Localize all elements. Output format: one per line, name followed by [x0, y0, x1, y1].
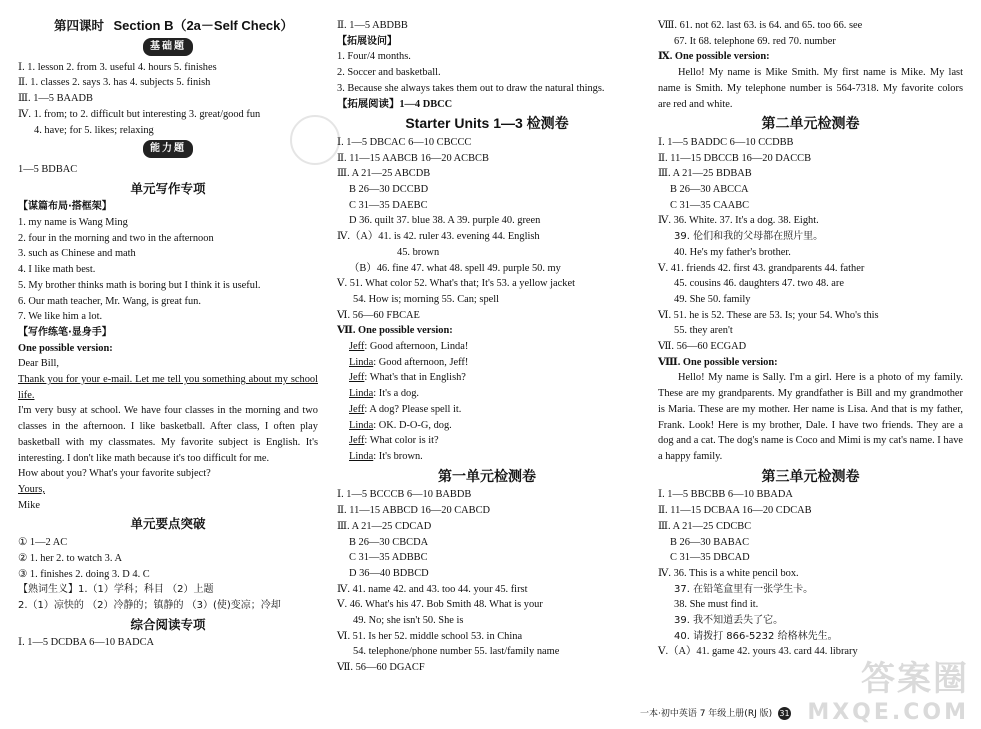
ribbon-ability-label: 能力题	[143, 140, 193, 158]
answer-line: Ⅳ. 36. This is a white pencil box.	[658, 567, 799, 579]
answer-line: 2. four in the morning and two in the afternoon	[18, 232, 214, 244]
answer-line: Ⅰ. 1—5 DCDBA 6—10 BADCA	[18, 637, 155, 649]
dialogue-text: What's that in English?	[369, 372, 466, 384]
dialogue-line: Jeff: What color is it?	[349, 435, 439, 447]
answer-line: Ⅶ. One possible version:	[337, 325, 453, 337]
answer-line: 【拓展阅读】1—4 DBCC	[337, 98, 453, 110]
letter-signature: Mike	[18, 499, 40, 511]
answer-line: Ⅳ. 36. White. 37. It's a dog. 38. Eight.	[658, 215, 819, 227]
answer-line: Ⅵ. 56—60 FBCAE	[337, 309, 420, 321]
answer-line: 2.（1）凉快的 （2）冷静的；镇静的 （3）(使)变凉；冷却	[18, 599, 281, 611]
footer-text: 一本·初中英语 7 年级上册(RJ 版)	[640, 709, 773, 719]
answer-line: Ⅴ.（A）41. game 42. yours 43. card 44. library	[658, 646, 858, 658]
section-title-reading: 综合阅读专项	[130, 617, 206, 632]
dialogue-speaker: Jeff	[349, 435, 365, 447]
answer-line: 3. such as Chinese and math	[18, 248, 136, 260]
lesson-title	[18, 18, 318, 36]
dialogue-line: Jeff: What's that in English?	[349, 372, 466, 384]
answer-line: C 31—35 CAABC	[670, 199, 750, 211]
answer-line: ① 1—2 AC	[18, 537, 68, 549]
answer-line: Ⅰ. 1. lesson 2. from 3. useful 4. hours 5. finishes	[18, 61, 217, 73]
subsection-label: 【写作练笔·显身手】	[18, 326, 112, 338]
section-title-starter: Starter Units 1—3 检测卷	[405, 115, 569, 132]
answer-line: Ⅱ. 1. classes 2. says 3. has 4. subjects 5. finish	[18, 77, 211, 89]
answer-line: 54. How is; morning 55. Can; spell	[353, 293, 500, 305]
dialogue-speaker: Linda	[349, 356, 374, 368]
dialogue-text: Good afternoon, Linda!	[369, 341, 469, 353]
letter-paragraph: I'm very busy at school. We have four classes in the morning and two classes in the afternoon. I like basketball. After class, I often play basketball with my classmates. My favorite subject is English. It's interesting. I don't like math because it's too difficult for me.	[18, 405, 318, 464]
essay-paragraph: Hello! My name is Sally. I'm a girl. Here is a photo of my family. These are my grandparents. My grandfather is Bill and my grandmother is Maria. These are my mother. Her name is Lisa. And that is my father, Frank. Look! Here is my brother, Dale. I have two friends. They are a dog and a cat. The dog's name is Coco and Mimi is my cat's name. I have a happy family.	[658, 372, 963, 462]
dialogue-speaker: Linda	[349, 419, 374, 431]
dialogue-speaker: Jeff	[349, 372, 365, 384]
answer-line: Ⅰ. 1—5 BCCCB 6—10 BABDB	[337, 489, 472, 501]
column-left	[18, 18, 318, 651]
answer-line: 45. cousins 46. daughters 47. two 48. are	[674, 278, 844, 290]
answer-line: C 31—35 DAEBC	[349, 199, 428, 211]
section-title-unit2: 第二单元检测卷	[761, 115, 860, 132]
answer-line: 5. My brother thinks math is boring but I think it is useful.	[18, 279, 261, 291]
dialogue-line: Linda: OK. D-O-G, dog.	[349, 419, 452, 431]
answer-line: 2. Soccer and basketball.	[337, 67, 441, 79]
stamp-mark	[290, 115, 340, 165]
dialogue-text: OK. D-O-G, dog.	[378, 419, 452, 431]
answer-line: 1—5 BDBAC	[18, 163, 78, 175]
answer-line: Ⅲ. A 21—25 CDCAD	[337, 520, 432, 532]
dialogue-text: It's brown.	[378, 450, 423, 462]
dialogue-speaker: Linda	[349, 450, 374, 462]
answer-line: ② 1. her 2. to watch 3. A	[18, 552, 122, 564]
answer-line: D 36—40 BDBCD	[349, 567, 429, 579]
answer-line: 6. Our math teacher, Mr. Wang, is great fun.	[18, 295, 201, 307]
answer-line: 54. telephone/phone number 55. last/family name	[353, 646, 560, 658]
answer-line: Ⅸ. One possible version:	[658, 51, 770, 63]
ribbon-basic-label: 基础题	[143, 38, 193, 56]
answer-line: （B）46. fine 47. what 48. spell 49. purple 50. my	[349, 262, 561, 274]
answer-line: 55. they aren't	[674, 325, 733, 337]
answer-line: Ⅴ. 46. What's his 47. Bob Smith 48. What is your	[337, 599, 543, 611]
lesson-title-right: Section B（2a－Self Check）	[113, 18, 294, 33]
dialogue-speaker: Linda	[349, 388, 374, 400]
answer-line: Ⅵ. 51. Is her 52. middle school 53. in China	[337, 630, 523, 642]
answer-line: Ⅰ. 1—5 DBCAC 6—10 CBCCC	[337, 136, 472, 148]
watermark-line2: MXQE.COM	[807, 700, 969, 725]
answer-line: Ⅲ. A 21—25 BDBAB	[658, 168, 752, 180]
watermark-logo	[807, 651, 969, 725]
subsection-label: 【拓展设问】	[337, 35, 397, 47]
answer-line: 40. 请拨打 866-5232 给格林先生。	[674, 630, 838, 642]
answer-line: 37. 在铅笔盒里有一张学生卡。	[674, 583, 814, 595]
section-title-writing: 单元写作专项	[130, 181, 206, 196]
dialogue-text: What color is it?	[369, 435, 439, 447]
ribbon-basic	[18, 38, 318, 56]
answer-line: Ⅱ. 11—15 ABBCD 16—20 CABCD	[337, 505, 491, 517]
answer-line: B 26—30 DCCBD	[349, 184, 429, 196]
lesson-title-left: 第四课时	[54, 19, 105, 33]
dialogue-text: A dog? Please spell it.	[369, 403, 462, 415]
answer-line: B 26—30 ABCCA	[670, 184, 749, 196]
answer-line: Ⅱ. 11—15 DCBAA 16—20 CDCAB	[658, 505, 812, 517]
section-title-unit1: 第一单元检测卷	[438, 467, 536, 484]
answer-line: 1. my name is Wang Ming	[18, 217, 128, 229]
answer-line: 7. We like him a lot.	[18, 311, 103, 323]
answer-line: C 31—35 ADBBC	[349, 552, 428, 564]
answer-line: ③ 1. finishes 2. doing 3. D 4. C	[18, 568, 150, 580]
answer-line: Ⅳ.（A）41. is 42. ruler 43. evening 44. English	[337, 231, 540, 243]
answer-line: B 26—30 BABAC	[670, 536, 750, 548]
answer-line: Ⅳ. 41. name 42. and 43. too 44. your 45. first	[337, 583, 528, 595]
section-title-points: 单元要点突破	[130, 517, 206, 532]
answer-line: Ⅲ. 1—5 BAADB	[18, 93, 93, 105]
page-footer	[640, 706, 791, 720]
dialogue-line: Jeff: A dog? Please spell it.	[349, 403, 462, 415]
answer-line: 3. Because she always takes them out to draw the natural things.	[337, 82, 605, 94]
answer-line: 39. 伦们和我的父母都在照片里。	[674, 231, 824, 243]
answer-line: 67. It 68. telephone 69. red 70. number	[674, 35, 836, 47]
answer-line: 49. No; she isn't 50. She is	[353, 615, 464, 627]
version-label: One possible version:	[18, 342, 113, 354]
answer-line: D 36. quilt 37. blue 38. A 39. purple 40. green	[349, 215, 541, 227]
answer-line: 40. He's my father's brother.	[674, 246, 791, 258]
letter-greeting: Dear Bill,	[18, 358, 59, 370]
dialogue-line: Jeff: Good afternoon, Linda!	[349, 341, 469, 353]
answer-line: Ⅲ. A 21—25 CDCBC	[658, 520, 752, 532]
answer-line: 1. Four/4 months.	[337, 51, 411, 63]
dialogue-line: Linda: Good afternoon, Jeff!	[349, 356, 469, 368]
answer-line: Ⅶ. 56—60 ECGAD	[658, 341, 747, 353]
answer-line: Ⅳ. 1. from; to 2. difficult but interesting 3. great/good fun	[18, 108, 261, 120]
dialogue-speaker: Jeff	[349, 341, 365, 353]
section-title-unit3: 第三单元检测卷	[761, 467, 860, 484]
answer-line: 49. She 50. family	[674, 293, 751, 305]
answer-line: 4. have; for 5. likes; relaxing	[34, 124, 154, 136]
answer-line: Ⅱ. 11—15 DBCCB 16—20 DACCB	[658, 152, 812, 164]
essay-paragraph: Hello! My name is Mike Smith. My first name is Mike. My last name is Smith. My telephone number is 564-7318. My favorite colors are red and white.	[658, 67, 963, 110]
dialogue-text: It's a dog.	[378, 388, 420, 400]
dialogue-line: Linda: It's a dog.	[349, 388, 420, 400]
ribbon-ability	[18, 140, 318, 158]
answer-line: Ⅵ. 51. he is 52. These are 53. Is; your 54. Who's this	[658, 309, 879, 321]
answer-line: Ⅲ. A 21—25 ABCDB	[337, 168, 431, 180]
dialogue-speaker: Jeff	[349, 403, 365, 415]
letter-paragraph: How about you? What's your favorite subject?	[18, 468, 211, 480]
answer-line: 39. 我不知道丢失了它。	[674, 615, 784, 627]
subsection-label: 【谋篇布局·搭框架】	[18, 201, 112, 213]
watermark-line1: 答案圈	[861, 659, 969, 699]
answer-line: Ⅰ. 1—5 BBCBB 6—10 BBADA	[658, 489, 793, 501]
dialogue-line: Linda: It's brown.	[349, 450, 423, 462]
answer-line: Ⅰ. 1—5 BADDC 6—10 CCDBB	[658, 136, 794, 148]
letter-closing: Yours,	[18, 483, 45, 495]
page-number: 31	[779, 709, 790, 718]
answer-line: Ⅷ. 61. not 62. last 63. is 64. and 65. too 66. see	[658, 20, 863, 31]
answer-line: Ⅴ. 51. What color 52. What's that; It's 53. a yellow jacket	[337, 278, 575, 290]
column-right	[658, 18, 963, 660]
dialogue-text: Good afternoon, Jeff!	[378, 356, 469, 368]
answer-line: Ⅶ. 56—60 DGACF	[337, 662, 425, 674]
answer-line: Ⅱ. 1—5 ABDBB	[337, 20, 408, 31]
answer-line: C 31—35 DBCAD	[670, 552, 750, 564]
answer-line: Ⅴ. 41. friends 42. first 43. grandparents 44. father	[658, 262, 865, 274]
column-middle	[337, 18, 637, 676]
answer-line: 4. I like math best.	[18, 264, 96, 276]
answer-line: B 26—30 CBCDA	[349, 536, 429, 548]
answer-line: Ⅷ. One possible version:	[658, 356, 778, 368]
answer-line: Ⅱ. 11—15 AABCB 16—20 ACBCB	[337, 152, 489, 164]
answer-line: 45. brown	[397, 246, 440, 258]
letter-paragraph: Thank you for your e-mail. Let me tell you something about my school life.	[18, 374, 318, 401]
answer-line: 38. She must find it.	[674, 599, 759, 611]
answer-line: 【熟词生义】1.（1）学科；科目 （2）上题	[18, 584, 214, 596]
